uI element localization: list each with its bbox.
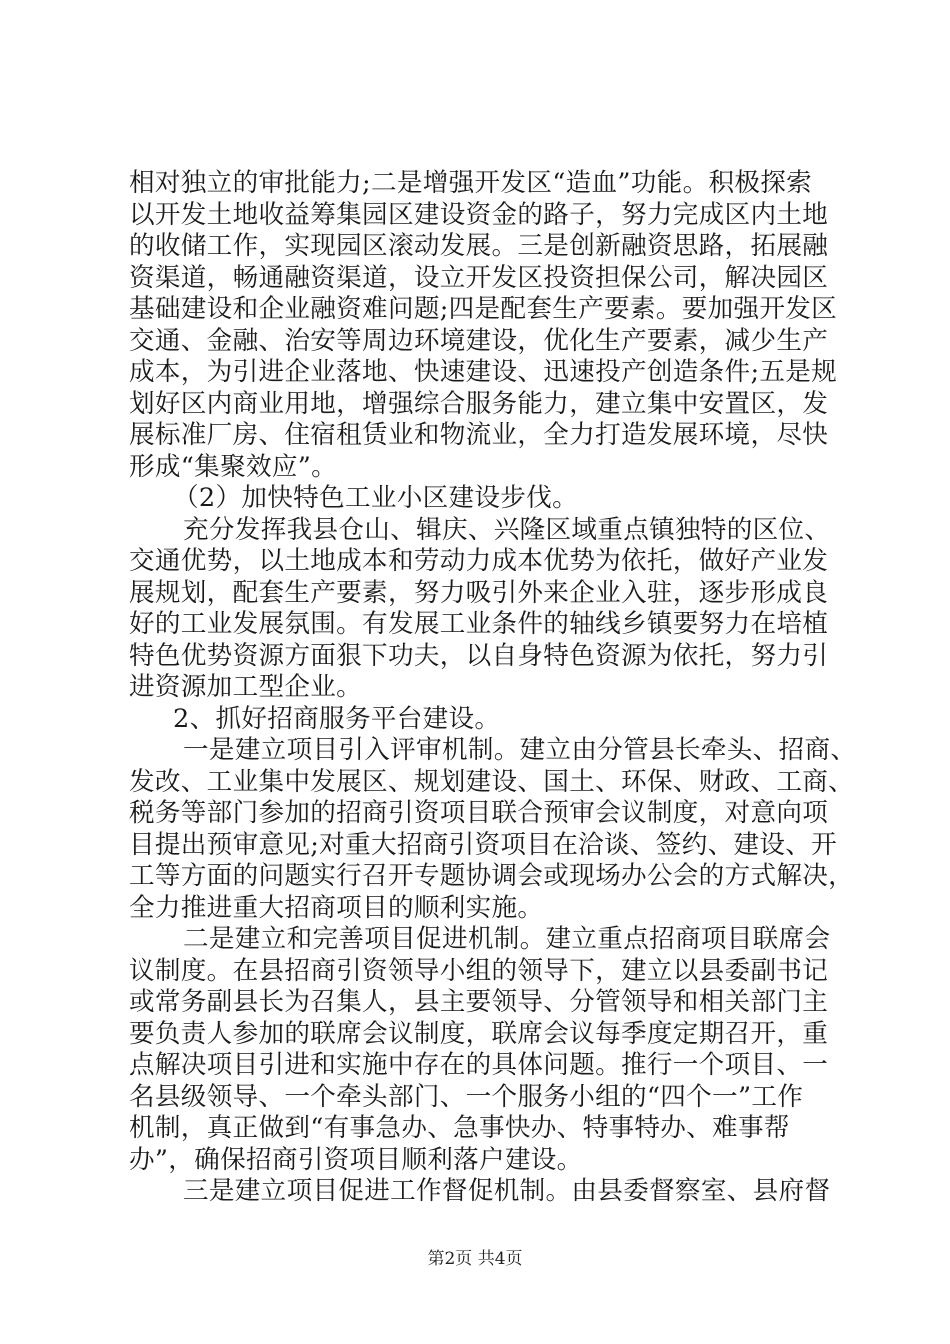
text-line: 机制，真正做到“有事急办、急事快办、特事特办、难事帮 (129, 1113, 790, 1143)
text-line: 成本，为引进企业落地、快速建设、迅速投产创造条件;五是规 (129, 357, 838, 387)
text-line: 好的工业发展氛围。有发展工业条件的轴线乡镇要努力在培植 (129, 609, 829, 639)
text-line: 税务等部门参加的招商引资项目联合预审会议制度，对意向项 (129, 798, 829, 828)
text-line: 交通优势，以土地成本和劳动力成本优势为依托，做好产业发 (129, 546, 829, 576)
page-footer: 第2页 共4页 (427, 1249, 523, 1269)
text-line: 发改、工业集中发展区、规划建设、国土、环保、财政、工商、 (129, 766, 855, 797)
text-line: 基础建设和企业融资难问题;四是配套生产要素。要加强开发区 (129, 294, 838, 324)
text-line: 特色优势资源方面狠下功夫，以自身特色资源为依托，努力引 (129, 640, 829, 671)
text-line: 办”，确保招商引资项目顺利落户建设。 (129, 1144, 583, 1175)
text-line: 展标准厂房、住宿租赁业和物流业，全力打造发展环境，尽快 (129, 420, 829, 450)
text-line: 相对独立的审批能力;二是增强开发区“造血”功能。积极探索 (129, 168, 813, 198)
body-text (129, 168, 857, 1208)
text-line: 名县级领导、一个牵头部门、一个服务小组的“四个一”工作 (129, 1081, 804, 1112)
text-line: 以开发土地收益筹集园区建设资金的路子，努力完成区内土地 (129, 199, 829, 230)
text-line: 一是建立项目引入评审机制。建立由分管县长牵头、招商、 (183, 735, 857, 765)
text-line: 三是建立项目促进工作督促机制。由县委督察室、县府督 (183, 1176, 831, 1206)
text-line: 全力推进重大招商项目的顺利实施。 (129, 892, 544, 923)
text-line: 工等方面的问题实行召开专题协调会或现场办公会的方式解决， (129, 861, 855, 891)
text-line: 划好区内商业用地，增强综合服务能力，建立集中安置区，发 (129, 388, 829, 419)
section-heading: （2）加快特色工业小区建设步伐。 (173, 483, 578, 513)
text-line: 形成“集聚效应”。 (129, 451, 338, 482)
text-line: 的收储工作，实现园区滚动发展。三是创新融资思路，拓展融 (129, 231, 829, 261)
text-line: 充分发挥我县仓山、辑庆、兴隆区域重点镇独特的区位、 (183, 514, 831, 545)
section-heading: 2、抓好招商服务平台建设。 (173, 703, 501, 734)
text-line: 目提出预审意见;对重大招商引资项目在洽谈、签约、建设、开 (129, 829, 838, 860)
text-line: 或常务副县长为召集人，县主要领导、分管领导和相关部门主 (129, 987, 829, 1017)
text-line: 要负责人参加的联席会议制度，联席会议每季度定期召开，重 (129, 1018, 829, 1049)
text-line: 资渠道，畅通融资渠道，设立开发区投资担保公司，解决园区 (129, 262, 829, 293)
text-line: 进资源加工型企业。 (129, 672, 363, 702)
text-line: 交通、金融、治安等周边环境建设，优化生产要素，减少生产 (129, 325, 829, 356)
text-line: 二是建立和完善项目促进机制。建立重点招商项目联席会 (183, 924, 831, 954)
text-line: 议制度。在县招商引资领导小组的领导下，建立以县委副书记 (129, 955, 829, 986)
text-line: 展规划，配套生产要素，努力吸引外来企业入驻，逐步形成良 (129, 577, 829, 608)
text-line: 点解决项目引进和实施中存在的具体问题。推行一个项目、一 (129, 1050, 829, 1080)
